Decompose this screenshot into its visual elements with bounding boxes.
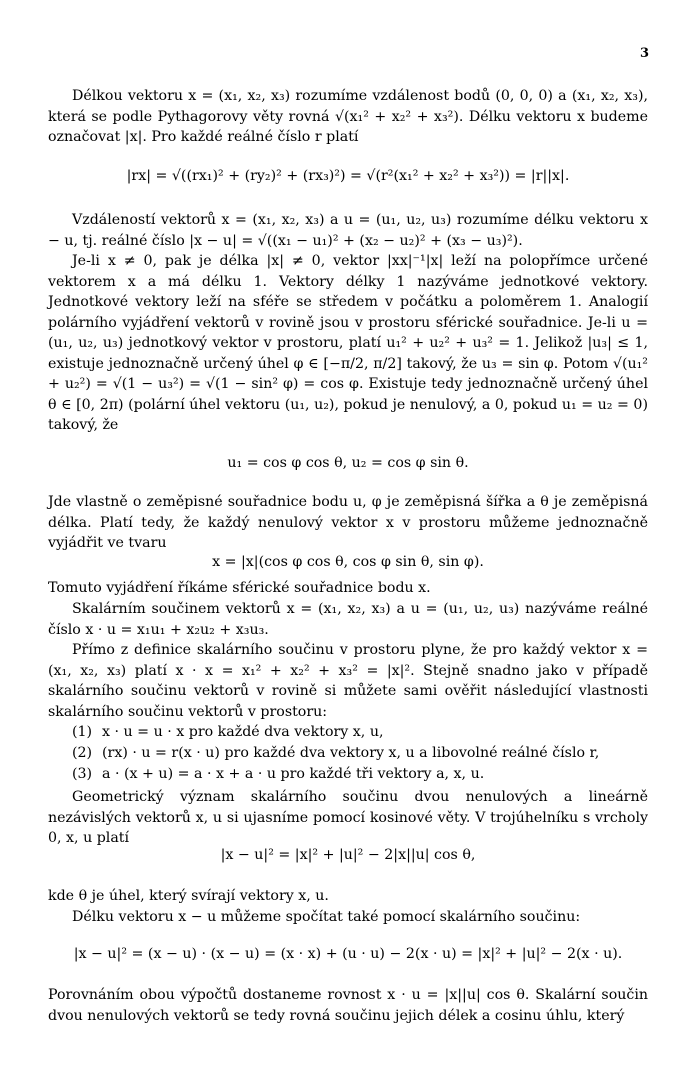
equation-dot-product-expansion: |x − u|² = (x − u) · (x − u) = (x · x) + (u · u) − 2(x · u) = |x|² + |u|² − 2(x · u).	[73, 946, 623, 962]
paragraph-dot-product-definition: Skalárním součinem vektorů x = (x₁, x₂, x₃) a u = (u₁, u₂, u₃) nazýváme reálné číslo x · u = x₁u₁ + x₂u₂ + x₃u₃.	[48, 601, 648, 638]
paragraph-geometric-meaning: Geometrický význam skalárního součinu dvou nenulových a lineárně nezávislých vektorů x, u si ujasníme pomocí kosinové věty. V trojúhelníku s vrcholy 0, x, u platí	[48, 789, 648, 846]
paragraph-unit-vectors: Je-li x ≠ 0, pak je délka |x| ≠ 0, vektor |xx|⁻¹|x| leží na polopřímce určené vektorem x a má délku 1. Vektory délky 1 nazýváme jednotkové vektory. Jednotkové vektory leží na sféře se středem v počátku a poloměrem 1. Analogií polárního vyjádření vektorů v rovině jsou v prostoru sférické souřadnice. Je-li u = (u₁, u₂, u₃) jednotkový vektor v prostoru, platí u₁² + u₂² + u₃² = 1. Jelikož |u₃| ≤ 1, existuje jednoznačně určený úhel φ ∈ [−π/2, π/2] takový, že u₃ = sin φ. Potom √(u₁² + u₂²) = √(1 − u₃²) = √(1 − sin² φ) = cos φ. Existuje tedy jednoznačně určený úhel θ ∈ [0, 2π) (polární úhel vektoru (u₁, u₂), pokud je nenulový, a 0, pokud u₁ = u₂ = 0) takový, že	[48, 253, 648, 433]
list-item-text: a · (x + u) = a · x + a · u pro každé tři vektory a, x, u.	[102, 766, 485, 782]
list-item	[72, 722, 652, 743]
list-item-number: (1)	[72, 724, 93, 740]
equation-scalar-length: |rx| = √((rx₁)² + (ry₂)² + (rx₃)²) = √(r²(x₁² + x₂² + x₃²)) = |r||x|.	[126, 168, 570, 184]
paragraph-geographic-coordinates: Jde vlastně o zeměpisné souřadnice bodu u, φ je zeměpisná šířka a θ je zeměpisná délka. Platí tedy, že každý nenulový vektor x v prostoru můžeme jednoznačně vyjádřit ve tvaru	[48, 494, 648, 551]
paragraph-spherical-definition: Tomuto vyjádření říkáme sférické souřadnice bodu x.	[48, 580, 431, 596]
list-item	[72, 743, 652, 764]
page-number: 3	[639, 46, 649, 61]
paragraph-conclusion: Porovnáním obou výpočtů dostaneme rovnost x · u = |x||u| cos θ. Skalární součin dvou nenulových vektorů se tedy rovná součinu jejich délek a cosinu úhlu, který	[48, 987, 648, 1024]
list-item-number: (3)	[72, 766, 93, 782]
list-item	[72, 764, 652, 785]
list-item-text: (rx) · u = r(x · u) pro každé dva vektory x, u a libovolné reálné číslo r,	[102, 745, 600, 761]
equation-spherical-form: x = |x|(cos φ cos θ, cos φ sin θ, sin φ).	[212, 554, 484, 570]
paragraph-vector-distance: Vzdáleností vektorů x = (x₁, x₂, x₃) a u = (u₁, u₂, u₃) rozumíme délku vektoru x − u, tj. reálné číslo |x − u| = √((x₁ − u₁)² + (x₂ − u₂)² + (x₃ − u₃)²).	[48, 212, 648, 249]
paragraph-dot-product-properties: Přímo z definice skalárního součinu v prostoru plyne, že pro každý vektor x = (x₁, x₂, x₃) platí x · x = x₁² + x₂² + x₃² = |x|². Stejně snadno jako v případě skalárního součinu vektorů v rovině si můžete sami ověřit následující vlastnosti skalárního součinu vektorů v prostoru:	[48, 642, 648, 720]
equation-spherical-components: u₁ = cos φ cos θ, u₂ = cos φ sin θ.	[227, 455, 469, 471]
list-item-number: (2)	[72, 745, 93, 761]
list-item-text: x · u = u · x pro každé dva vektory x, u,	[102, 724, 384, 740]
paragraph-vector-length: Délkou vektoru x = (x₁, x₂, x₃) rozumíme vzdálenost bodů (0, 0, 0) a (x₁, x₂, x₃), která se podle Pythagorovy věty rovná √(x₁² + x₂² + x₃²). Délku vektoru x budeme označovat |x|. Pro každé reálné číslo r platí	[48, 88, 648, 145]
paragraph-length-via-dot-product: Délku vektoru x − u můžeme spočítat také pomocí skalárního součinu:	[72, 909, 581, 925]
equation-law-of-cosines: |x − u|² = |x|² + |u|² − 2|x||u| cos θ,	[220, 847, 476, 863]
paragraph-angle-definition: kde θ je úhel, který svírají vektory x, u.	[48, 888, 329, 904]
